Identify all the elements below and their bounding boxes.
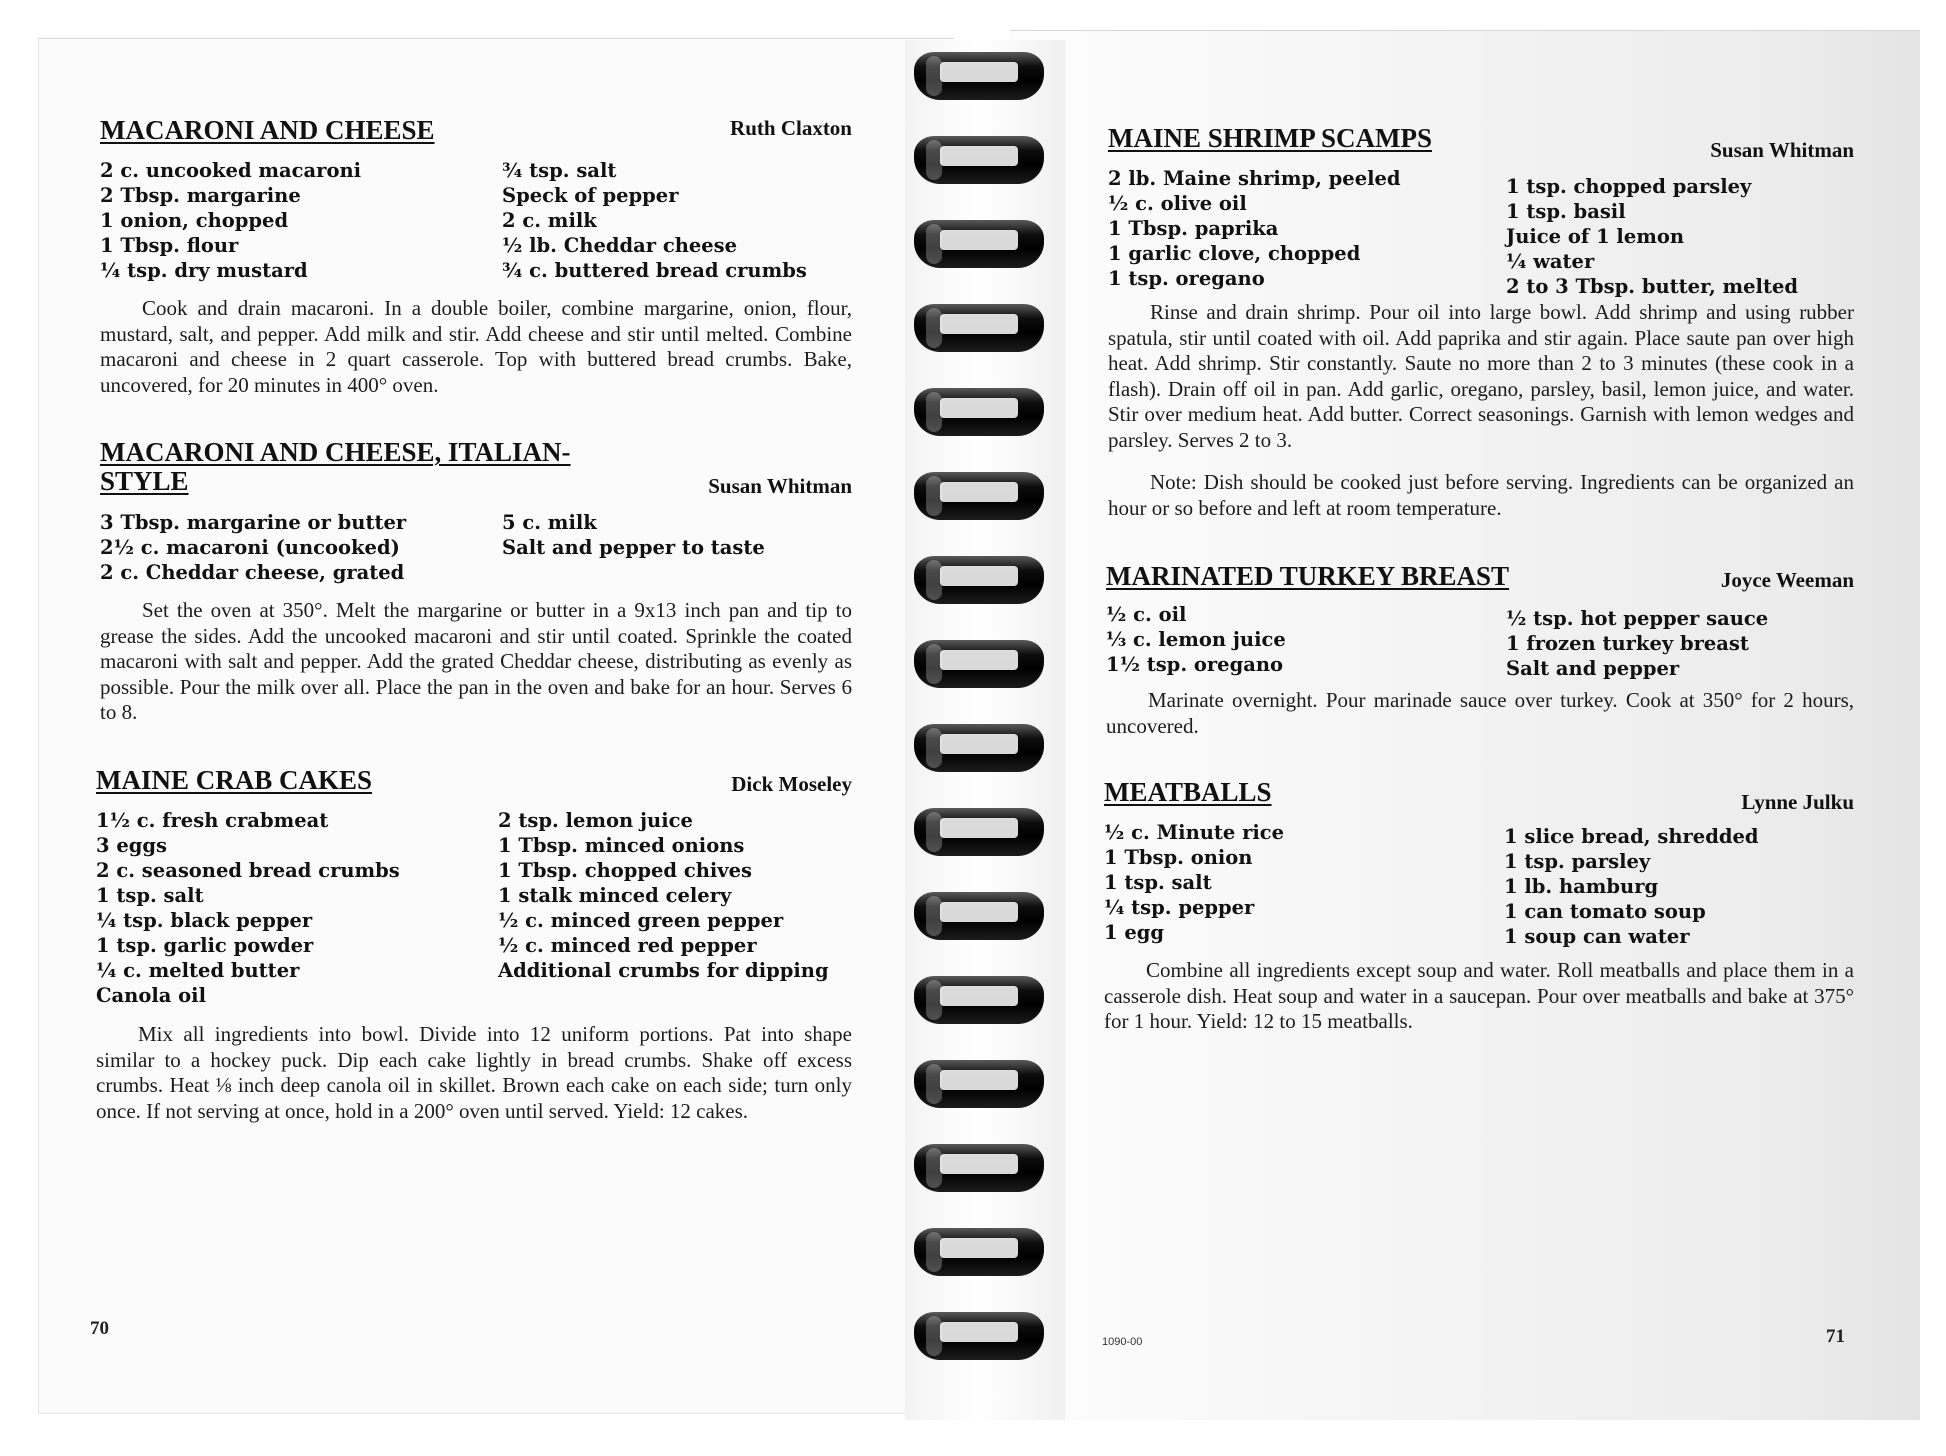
- ingredient: 1½ c. fresh crabmeat: [96, 809, 329, 832]
- recipe-method: Mix all ingredients into bowl. Divide into 12 uniform portions. Pat into shape similar to a hockey puck. Dip each cake lightly in bread crumbs. Shake off excess crumbs. Heat ⅛ inch deep canola oil in skillet. Brown each cake on each side; turn only once. If not serving at once, hold in a 200° oven until served. Yield: 12 cakes.: [96, 1022, 852, 1123]
- ingredients-list: [100, 510, 852, 590]
- ingredient: Salt and pepper to taste: [502, 536, 765, 559]
- recipe-title: MAINE CRAB CAKES: [96, 765, 373, 795]
- binding-coil: [902, 388, 1058, 436]
- ingredient: ¾ tsp. salt: [502, 159, 617, 182]
- ingredient: ¼ tsp. dry mustard: [100, 259, 308, 282]
- ingredient: 1 Tbsp. onion: [1104, 846, 1253, 869]
- ingredients-list: [1106, 602, 1854, 682]
- ingredients-list: [1108, 166, 1854, 296]
- recipe-author: Susan Whitman: [1710, 138, 1854, 162]
- ingredient: 2 c. uncooked macaroni: [100, 159, 362, 182]
- ingredient: 1 egg: [1104, 921, 1165, 944]
- ingredient: 1 tsp. parsley: [1504, 850, 1651, 873]
- binding-coil: [902, 808, 1058, 856]
- ingredient: 2 lb. Maine shrimp, peeled: [1108, 167, 1401, 190]
- ingredients-list: [1104, 820, 1854, 950]
- ingredient: 1 stalk minced celery: [498, 884, 732, 907]
- ingredient: 1 tsp. garlic powder: [96, 934, 314, 957]
- ingredients-column-2: [502, 510, 765, 560]
- ingredients-column-2: [498, 808, 829, 983]
- binding-coil: [902, 976, 1058, 1024]
- ingredients-column-1: [1108, 166, 1401, 291]
- binding-coil: [902, 472, 1058, 520]
- recipe-title: MAINE SHRIMP SCAMPS: [1108, 123, 1433, 153]
- ingredient: ¼ water: [1506, 250, 1595, 273]
- ingredient: 1 Tbsp. flour: [100, 234, 239, 257]
- binding-coil: [902, 724, 1058, 772]
- ingredient: 1½ tsp. oregano: [1106, 653, 1284, 676]
- recipe-title-line-2: STYLE: [100, 466, 189, 496]
- recipe-method: Rinse and drain shrimp. Pour oil into large bowl. Add shrimp and using rubber spatula, stir until coated with oil. Add paprika and stir again. Place saute pan over high heat. Add shrimp. Stir constantly. Saute no more than 2 to 3 minutes (these cook in a flash). Drain off oil in pan. Add garlic, oregano, parsley, basil, lemon juice, and water. Stir over medium heat. Add butter. Correct seasonings. Garnish with lemon wedges and parsley. Serves 2 to 3.: [1108, 300, 1854, 452]
- recipe-title: MEATBALLS: [1104, 777, 1272, 807]
- ingredient: 1 onion, chopped: [100, 209, 289, 232]
- ingredient: Canola oil: [96, 984, 206, 1007]
- ingredient: 2 tsp. lemon juice: [498, 809, 693, 832]
- ingredient: ¼ tsp. pepper: [1104, 896, 1255, 919]
- recipe-method: Combine all ingredients except soup and water. Roll meatballs and place them in a casserole dish. Heat soup and water in a saucepan. Pour over meatballs and bake at 375° for 1 hour. Yield: 12 to 15 meatballs.: [1104, 958, 1854, 1033]
- recipe-method: Marinate overnight. Pour marinade sauce over turkey. Cook at 350° for 2 hours, uncovered.: [1106, 688, 1854, 738]
- ingredients-column-1: [100, 510, 406, 585]
- ingredient: ½ c. minced green pepper: [498, 909, 784, 932]
- ingredients-column-2: [1504, 824, 1759, 949]
- binding-coil: [902, 220, 1058, 268]
- recipe-method: Set the oven at 350°. Melt the margarine or butter in a 9x13 inch pan and tip to grease the sides. Add the uncooked macaroni and stir until coated. Sprinkle the coated macaroni with salt and pepper. Add the grated Cheddar cheese, distributing as evenly as possible. Pour the milk over all. Place the pan in the oven and bake for an hour. Serves 6 to 8.: [100, 598, 852, 724]
- recipe-meatballs: [1104, 778, 1854, 1048]
- recipe-author: Joyce Weeman: [1720, 568, 1854, 592]
- ingredient: Juice of 1 lemon: [1506, 225, 1685, 248]
- ingredient: 2 Tbsp. margarine: [100, 184, 301, 207]
- ingredients-list: [100, 158, 852, 288]
- ingredient: 3 eggs: [96, 834, 168, 857]
- ingredient: 1 tsp. salt: [1104, 871, 1212, 894]
- ingredient: 1 Tbsp. chopped chives: [498, 859, 753, 882]
- catalog-code: 1090-00: [1102, 1336, 1143, 1348]
- binding-coil: [902, 1144, 1058, 1192]
- recipe-maine-crab-cakes: [96, 766, 852, 1166]
- recipe-author: Lynne Julku: [1741, 790, 1854, 814]
- ingredient: ¼ c. melted butter: [96, 959, 300, 982]
- ingredient: 1 tsp. oregano: [1108, 267, 1265, 290]
- ingredient: 1 Tbsp. paprika: [1108, 217, 1279, 240]
- ingredient: 1 can tomato soup: [1504, 900, 1706, 923]
- ingredient: 1 tsp. chopped parsley: [1506, 175, 1752, 198]
- recipe-marinated-turkey-breast: [1106, 562, 1854, 742]
- recipe-author: Susan Whitman: [708, 474, 852, 498]
- ingredient: ½ lb. Cheddar cheese: [502, 234, 738, 257]
- ingredient: ½ c. olive oil: [1108, 192, 1247, 215]
- ingredients-column-1: [1106, 602, 1286, 677]
- ingredients-list: [96, 808, 852, 1013]
- ingredient: 2 c. milk: [502, 209, 597, 232]
- ingredient: 1 tsp. salt: [96, 884, 204, 907]
- binding-coil: [902, 304, 1058, 352]
- ingredient: ¾ c. buttered bread crumbs: [502, 259, 807, 282]
- ingredients-column-2: [1506, 174, 1798, 299]
- ingredient: ½ c. oil: [1106, 603, 1187, 626]
- recipe-author: Dick Moseley: [731, 772, 852, 796]
- binding-coil: [902, 892, 1058, 940]
- page-number-right: 71: [1826, 1326, 1845, 1347]
- recipe-maine-shrimp-scamps: [1108, 124, 1854, 524]
- ingredient: ½ tsp. hot pepper sauce: [1506, 607, 1769, 630]
- ingredient: 2 c. seasoned bread crumbs: [96, 859, 400, 882]
- ingredients-column-1: [96, 808, 400, 1008]
- ingredient: Salt and pepper: [1506, 657, 1680, 680]
- recipe-title: MACARONI AND CHEESE: [100, 115, 435, 145]
- binding-coil: [902, 640, 1058, 688]
- ingredients-column-2: [1506, 606, 1768, 681]
- ingredient: ½ c. Minute rice: [1104, 821, 1285, 844]
- binding-coil: [902, 1228, 1058, 1276]
- binding-coil: [902, 136, 1058, 184]
- binding-coil: [902, 1312, 1058, 1360]
- page-number-left: 70: [90, 1318, 109, 1339]
- binding-coil: [902, 556, 1058, 604]
- ingredient: 1 frozen turkey breast: [1506, 632, 1749, 655]
- ingredient: 1 Tbsp. minced onions: [498, 834, 745, 857]
- ingredient: ¼ tsp. black pepper: [96, 909, 313, 932]
- ingredient: ½ c. minced red pepper: [498, 934, 757, 957]
- ingredient: Additional crumbs for dipping: [498, 959, 829, 982]
- binding-coil: [902, 52, 1058, 100]
- ingredient: 1 slice bread, shredded: [1504, 825, 1759, 848]
- ingredients-column-2: [502, 158, 807, 283]
- ingredient: 5 c. milk: [502, 511, 597, 534]
- ingredient: 1 tsp. basil: [1506, 200, 1626, 223]
- ingredient: Speck of pepper: [502, 184, 679, 207]
- recipe-title-line-1: MACARONI AND CHEESE, ITALIAN-: [100, 437, 571, 467]
- recipe-method: Cook and drain macaroni. In a double boiler, combine margarine, onion, flour, mustard, salt, and pepper. Add milk and stir. Add cheese and stir until melted. Combine macaroni and cheese in 2 quart casserole. Top with buttered bread crumbs. Bake, uncovered, for 20 minutes in 400° oven.: [100, 296, 852, 397]
- ingredients-column-1: [1104, 820, 1284, 945]
- recipe-note: Note: Dish should be cooked just before serving. Ingredients can be organized an hour or so before and left at room temperature.: [1108, 470, 1854, 520]
- binding-coil: [902, 1060, 1058, 1108]
- recipe-title: MARINATED TURKEY BREAST: [1106, 561, 1510, 591]
- ingredient: 2 c. Cheddar cheese, grated: [100, 561, 405, 584]
- ingredient: 2½ c. macaroni (uncooked): [100, 536, 400, 559]
- recipe-author: Ruth Claxton: [730, 116, 852, 140]
- ingredient: 1 garlic clove, chopped: [1108, 242, 1361, 265]
- ingredients-column-1: [100, 158, 361, 283]
- recipe-macaroni-italian-style: [100, 438, 852, 738]
- ingredient: 3 Tbsp. margarine or butter: [100, 511, 407, 534]
- ingredient: 1 lb. hamburg: [1504, 875, 1659, 898]
- ingredient: 1 soup can water: [1504, 925, 1690, 948]
- ingredient: 2 to 3 Tbsp. butter, melted: [1506, 275, 1799, 298]
- recipe-macaroni-and-cheese: [100, 116, 852, 406]
- ingredient: ⅓ c. lemon juice: [1106, 628, 1286, 651]
